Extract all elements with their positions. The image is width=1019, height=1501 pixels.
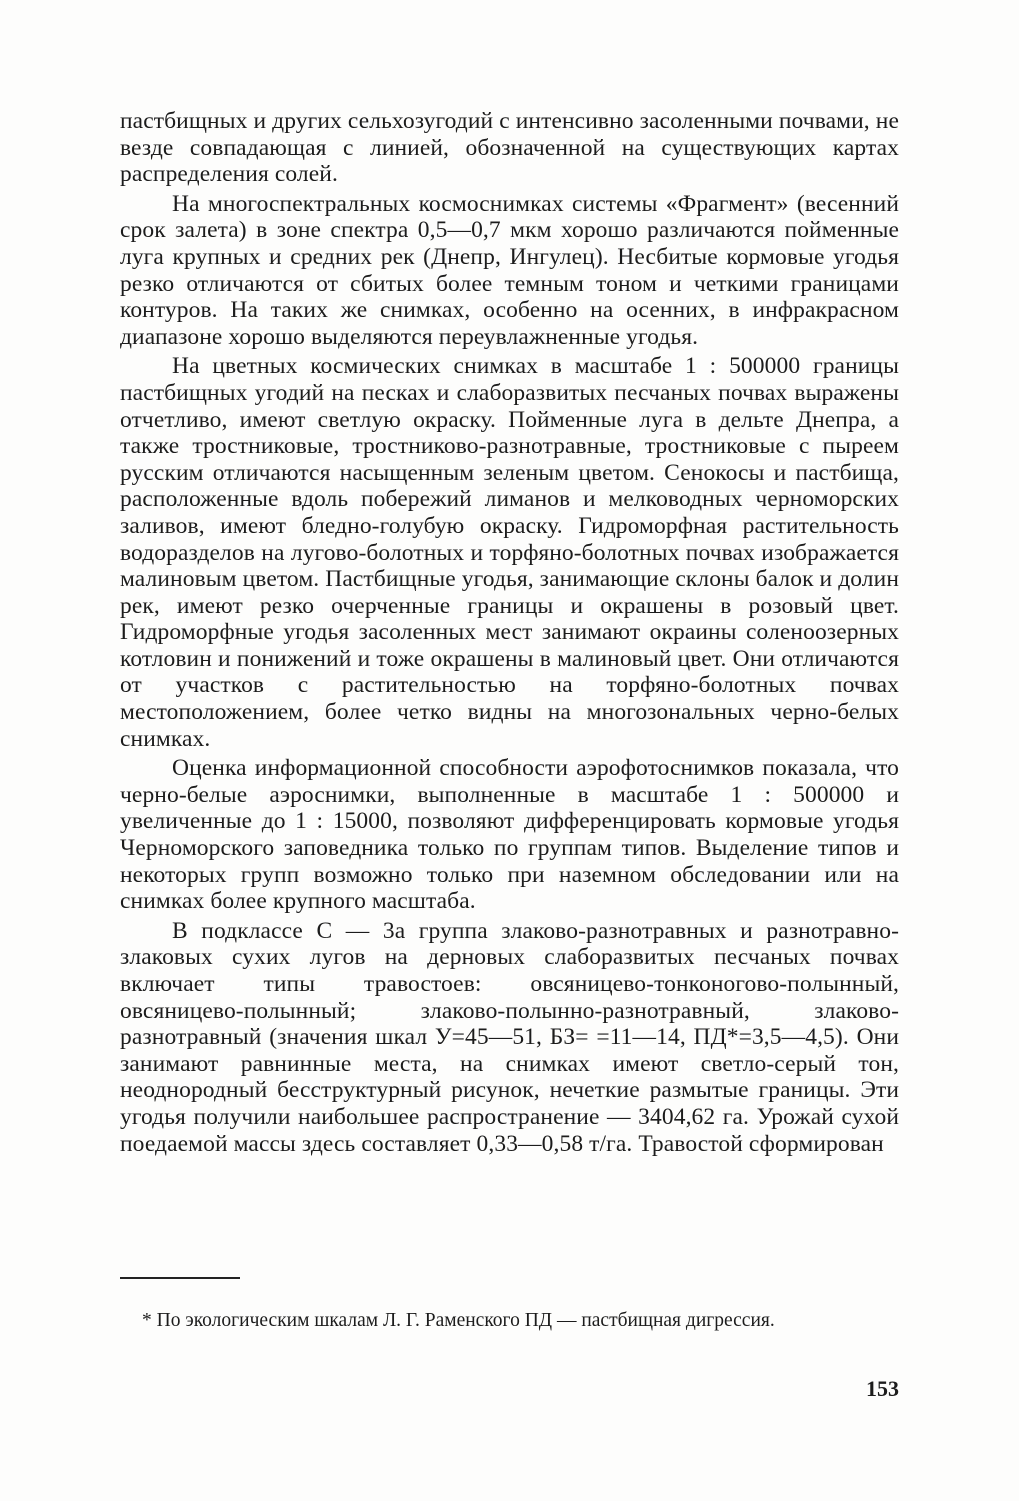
footnote: * По экологическим шкалам Л. Г. Раменского ПД — пастбищная дигрессия. xyxy=(142,1310,775,1331)
paragraph-color-imagery: На цветных космических снимках в масштабе 1 : 500000 границы пастбищных угодий на песках и слаборазвитых песчаных почвах выражены отчетливо, имеют светлую окраску. Пойменные луга в дельте Днепра, а также тростниковые, тростниково-разнотравные, тростниковые с пыреем русским отличаются насыщенным зеленым цветом. Сенокосы и пастбища, расположенные вдоль побережий лиманов и мелководных черноморских заливов, имеют бледно-голубую окраску. Гидроморфная растительность водоразделов на лугово-болотных и торфяно-болотных почвах изображается малиновым цветом. Пастбищные угодья, занимающие склоны балок и долин рек, имеют резко очерченные границы и окрашены в розовый цвет. Гидроморфные угодья засоленных мест занимают окраины соленоозерных котловин и понижений и тоже окрашены в малиновый цвет. Они отличаются от участков с растительностью на торфяно-болотных почвах местоположением, более четко видны на многозональных черно-белых снимках. xyxy=(120,353,899,752)
main-text xyxy=(120,108,899,1157)
footnote-divider xyxy=(120,1277,240,1279)
paragraph-continuation: пастбищных и других сельхозугодий с интенсивно засоленными почвами, не везде совпадающая с линией, обозначенной на существующих картах распределения солей. xyxy=(120,108,899,188)
paragraph-subclass-c3a: В подклассе С — 3а группа злаково-разнотравных и разнотравно-злаковых сухих лугов на дерновых слаборазвитых песчаных почвах включает типы травостоев: овсяницево-тонконогово-полынный, овсяницево-полынный; злаково-полынно-разнотравный, злаково-разнотравный (значения шкал У=45—51, БЗ= =11—14, ПД*=3,5—4,5). Они занимают равнинные места, на снимках имеют светло-серый тон, неоднородный бесструктурный рисунок, нечеткие размытые границы. Эти угодья получили наибольшее распространение — 3404,62 га. Урожай сухой поедаемой массы здесь составляет 0,33—0,58 т/га. Травостой сформирован xyxy=(120,917,899,1157)
paragraph-fragment-imagery: На многоспектральных космоснимках системы «Фрагмент» (весенний срок залета) в зоне спектра 0,5—0,7 мкм хорошо различаются пойменные луга крупных и средних рек (Днепр, Ингулец). Несбитые кормовые угодья резко отличаются от сбитых более темным тоном и четкими границами контуров. На таких же снимках, особенно на осенних, в инфракрасном диапазоне хорошо выделяются переувлажненные угодья. xyxy=(120,190,899,350)
paragraph-aerial-photo-assessment: Оценка информационной способности аэрофотоснимков показала, что черно-белые аэроснимки, выполненные в масштабе 1 : 500000 и увеличенные до 1 : 15000, позволяют дифференцировать кормовые угодья Черноморского заповедника только по группам типов. Выделение типов и некоторых групп возможно только при наземном обследовании или на снимках более крупного масштаба. xyxy=(120,755,899,915)
page-number: 153 xyxy=(866,1376,899,1401)
